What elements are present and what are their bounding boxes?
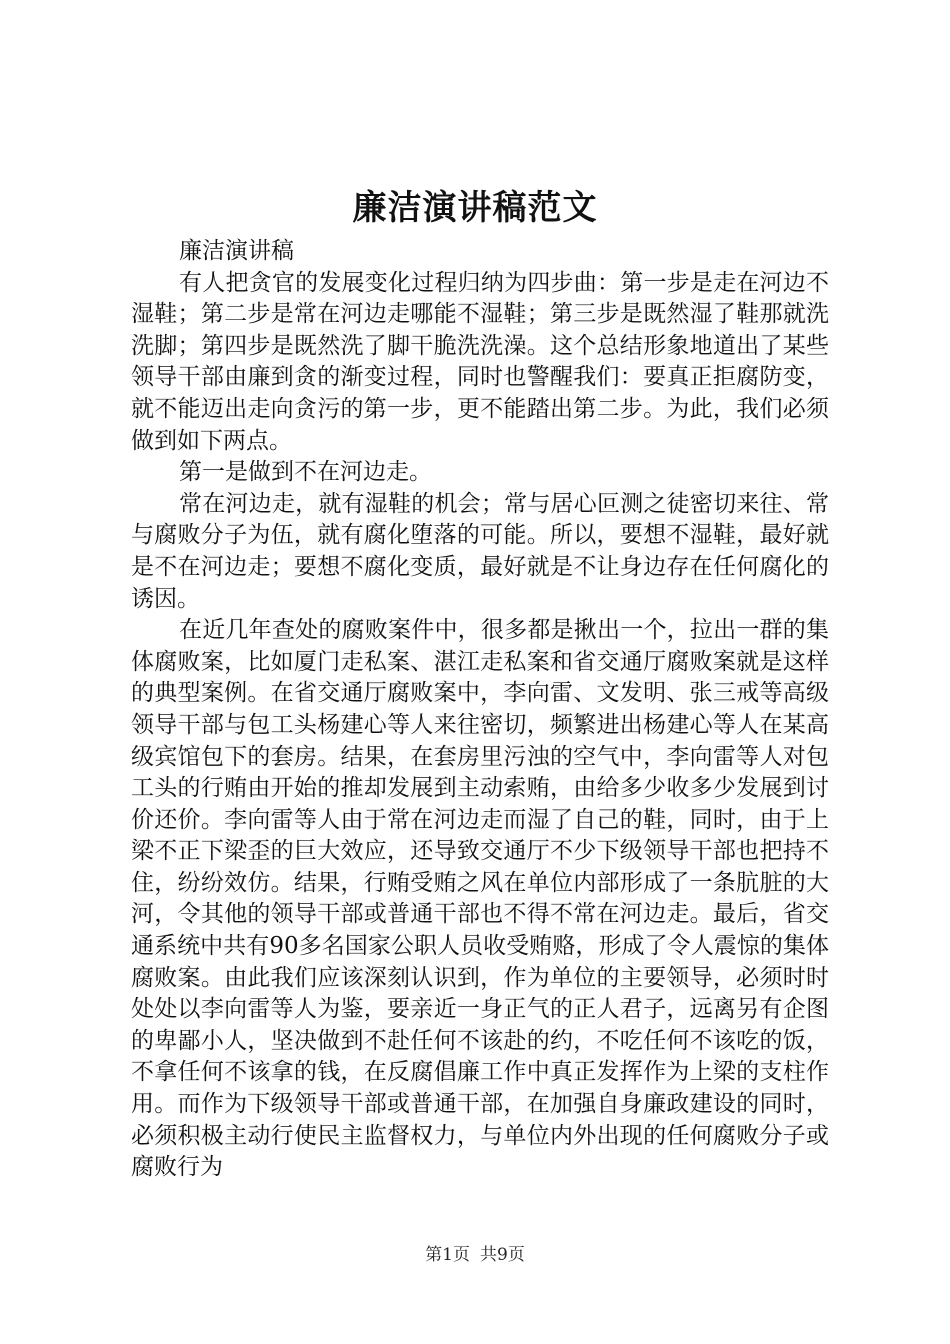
paragraph-subtitle: 廉洁演讲稿 (179, 238, 294, 264)
page-footer (0, 1243, 950, 1267)
document-title: 廉洁演讲稿范文 (352, 188, 598, 228)
paragraph-intro: 有人把贪官的发展变化过程归纳为四步曲：第一步是走在河边不湿鞋；第二步是常在河边走哪能不湿鞋；第三步是既然湿了鞋那就洗洗脚；第四步是既然洗了脚干脆洗洗澡。这个总结形象地道出了某些领导干部由廉到贪的渐变过程，同时也警醒我们：要真正拒腐防变，就不能迈出走向贪污的第一步，更不能踏出第二步。为此，我们必须做到如下两点。 (131, 269, 829, 454)
paragraph-case-study: 在近几年查处的腐败案件中，很多都是揪出一个，拉出一群的集体腐败案，比如厦门走私案、湛江走私案和省交通厅腐败案就是这样的典型案例。在省交通厅腐败案中，李向雷、文发明、张三戒等高级领导干部与包工头杨建心等人来往密切，频繁进出杨建心等人在某高级宾馆包下的套房。结果，在套房里污浊的空气中，李向雷等人对包工头的行贿由开始的推却发展到主动索贿，由给多少收多少发展到讨价还价。李向雷等人由于常在河边走而湿了自己的鞋，同时，由于上梁不正下梁歪的巨大效应，还导致交通厅不少下级领导干部也把持不住，纷纷效仿。结果，行贿受贿之风在单位内部形成了一条肮脏的大河，令其他的领导干部或普通干部也不得不常在河边走。最后，省交通系统中共有90多名国家公职人员收受贿赂，形成了令人震惊的集体腐败案。由此我们应该深刻认识到，作为单位的主要领导，必须时时处处以李向雷等人为鉴，要亲近一身正气的正人君子，远离另有企图的卑鄙小人，坚决做到不赴任何不该赴的约，不吃任何不该吃的饭，不拿任何不该拿的钱，在反腐倡廉工作中真正发挥作为上梁的支柱作用。而作为下级领导干部或普通干部，在加强自身廉政建设的同时，必须积极主动行使民主监督权力，与单位内外出现的任何腐败分子或腐败行为 (131, 617, 829, 1181)
paragraph-river-analogy: 常在河边走，就有湿鞋的机会；常与居心叵测之徒密切来往、常与腐败分子为伍，就有腐化堕落的可能。所以，要想不湿鞋，最好就是不在河边走；要想不腐化变质，最好就是不让身边存在任何腐化的诱因。 (131, 490, 829, 612)
page-total: 共9页 (480, 1245, 525, 1265)
paragraph-point-one: 第一是做到不在河边走。 (179, 459, 432, 486)
document-body (131, 236, 829, 1184)
page-number: 第1页 (425, 1245, 470, 1265)
